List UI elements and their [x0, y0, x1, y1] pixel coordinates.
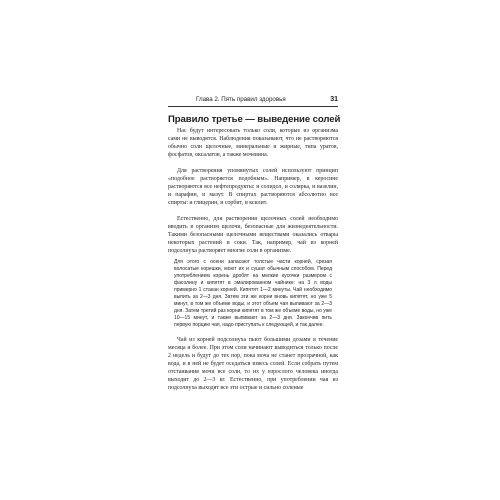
page-number: 31: [330, 96, 338, 103]
section-title: Правило третье — выведение солей: [168, 114, 341, 125]
body-text-bottom: [168, 336, 338, 392]
header-rule: [168, 106, 338, 107]
paragraph: Нас будут интересовать только соли, которые из организма сами не выводятся. Наблюдения показывают, что не растворяются обычно соли щелочные, минеральные и жирные, типа уратов, фосфатов, оксалатов, а также мочевина.: [168, 128, 338, 158]
paragraph: Для растворения упомянутых солей используют принцип «подобное растворяется подобным». Например, в керосине растворяются все нефтепродукты: и солидол, и солярка, и вазелин, и парафин, и мазут. В спиртах растворяются абсолютно все спирты: и глицерин, и сорбит, и ксилит.: [168, 168, 338, 206]
boxed-note-text: Для этого с осени запасают толстые части корней, срезая волосатые корешки, моют их и сушат обычным способом. Перед употреблением корень дробят на мелкие кусочки размером с фасолину и кипятят в эмалированном чайнике: на 3 л воды примерно 1 стакан корней. Кипятят 1—2 минуты. Чай необходимо выпить за 2—3 дня. Затем эти же корни вновь кипятят, но уже 5 минут, в том же объеме воды, и этот объем чая выпивают за 2—3 дня. Затем третий раз корни кипятят в том же объеме воды, но уже 10—15 минут, и также выпивают за 2—3 дня. Закончив пить первую порцию чая, надо приступать к следующей, и так далее.: [174, 259, 332, 328]
paragraph: Естественно, для растворения щелочных солей необходимо вводить в организм щелочи, безопасные для жизнедеятельности. Такими безопасными щелочными веществами оказались отвары некоторых растений и соки. Так, например, чай из корней подсолнуха растворяет многие соли в организме.: [168, 216, 338, 254]
running-head: [196, 96, 338, 103]
paragraph: Чай из корней подсолнуха пьют большими дозами в течение месяца и более. При этом соли начинают выводиться только после 2 недель и будут до тех пор, пока моча не станет прозрачной, как вода, и в ней не будет оседаться взвесь солей. Если собрать путем отстаивания мочи все соли, то их у взрослого человека иногда выходит до 2—3 кг. Естественно, при употреблении чая из подсолнуха выходят все эти острые и сильно соленые: [168, 337, 338, 391]
chapter-title: Глава 2. Пять правил здоровья: [196, 96, 286, 103]
boxed-note: [174, 259, 332, 329]
body-text-top: [168, 127, 338, 255]
